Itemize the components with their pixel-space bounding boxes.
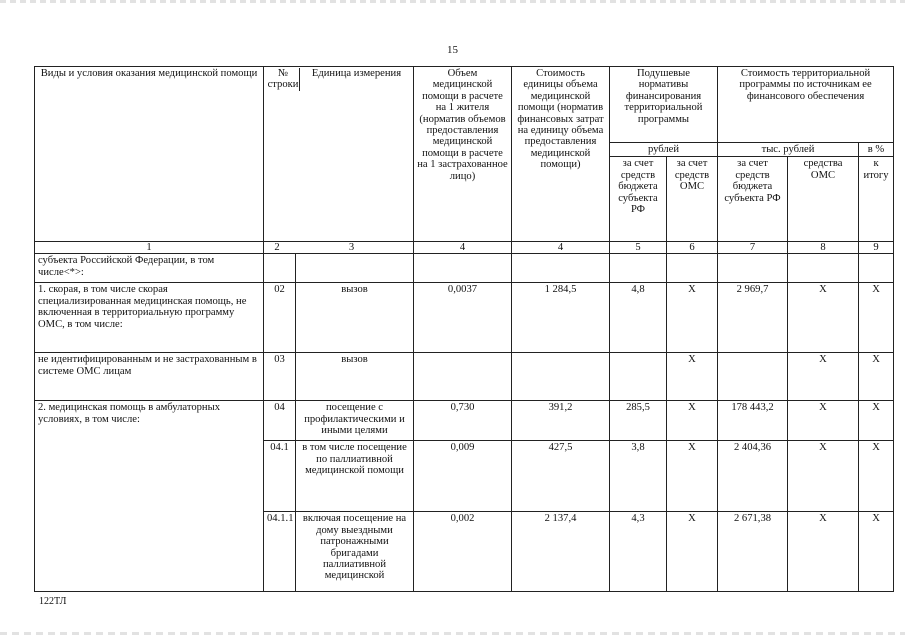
row-volume: 0,002 — [414, 512, 512, 592]
header-unit: Единица измерения — [300, 68, 411, 91]
row-tot-budget: 2 671,38 — [718, 512, 788, 592]
row-tot-budget: 2 404,36 — [718, 441, 788, 512]
row-tot-oms: X — [788, 441, 859, 512]
row-number: 02 — [264, 283, 296, 353]
row-pc-oms: X — [667, 441, 718, 512]
row-number: 04 — [264, 401, 296, 441]
row-volume: 0,009 — [414, 441, 512, 512]
row-number: 03 — [264, 353, 296, 401]
header-tot-budget: за счет средств бюджета субъекта РФ — [718, 157, 788, 242]
row-number: 04.1.1 — [264, 512, 296, 592]
row-cost: 427,5 — [512, 441, 610, 512]
row-unit: в том числе посещение по паллиативной медицинской помощи — [296, 441, 414, 512]
row-cost: 1 284,5 — [512, 283, 610, 353]
row-number — [264, 254, 296, 283]
column-number: 6 — [667, 242, 718, 254]
table-row — [35, 254, 894, 283]
column-number: 5 — [610, 242, 667, 254]
header-unit-rub: рублей — [610, 143, 718, 157]
column-numbers-row — [35, 242, 894, 254]
column-number: 7 — [718, 242, 788, 254]
row-pc-oms: X — [667, 283, 718, 353]
row-cost — [512, 353, 610, 401]
row-pc-oms: X — [667, 353, 718, 401]
row-unit: вызов — [296, 283, 414, 353]
row-unit: вызов — [296, 353, 414, 401]
column-number: 4 — [512, 242, 610, 254]
row-tot-budget: 2 969,7 — [718, 283, 788, 353]
column-number-split — [264, 242, 413, 253]
row-pct: X — [859, 401, 894, 441]
column-number: 8 — [788, 242, 859, 254]
row-pc-budget: 4,8 — [610, 283, 667, 353]
header-to-total: к итогу — [859, 157, 894, 242]
row-name: 1. скорая, в том числе скорая специализированная медицинская помощь, не включенная в территориальную программу ОМС, в том числе: — [35, 283, 264, 353]
row-number: 04.1 — [264, 441, 296, 512]
header-unit-cost: Стоимость единицы объема медицинской помощи (норматив финансовых затрат на единицу объема предоставления медицинской помощи) — [512, 67, 610, 242]
header-pc-oms: за счет средств ОМС — [667, 157, 718, 242]
row-unit: посещение с профилактическими и иными целями — [296, 401, 414, 441]
column-number: 9 — [859, 242, 894, 254]
column-number: 2 — [274, 242, 280, 254]
header-row-1 — [35, 67, 894, 143]
row-pct: X — [859, 353, 894, 401]
row-pct — [859, 254, 894, 283]
row-tot-oms: X — [788, 283, 859, 353]
row-unit — [296, 254, 414, 283]
row-pc-oms: X — [667, 401, 718, 441]
header-tot-oms: средства ОМС — [788, 157, 859, 242]
column-number-pair — [264, 242, 414, 254]
page-number: 15 — [447, 44, 458, 56]
header-kinds: Виды и условия оказания медицинской помощи — [35, 67, 264, 242]
row-tot-oms: X — [788, 353, 859, 401]
row-tot-budget — [718, 353, 788, 401]
scan-edge-top — [0, 0, 905, 3]
row-pc-budget: 3,8 — [610, 441, 667, 512]
column-number: 3 — [348, 242, 355, 254]
row-pct: X — [859, 441, 894, 512]
row-pc-budget: 285,5 — [610, 401, 667, 441]
row-tot-oms: X — [788, 401, 859, 441]
row-pc-budget — [610, 353, 667, 401]
row-name: субъекта Российской Федерации, в том числе<*>: — [35, 254, 264, 283]
header-row-number — [264, 67, 414, 242]
row-cost: 391,2 — [512, 401, 610, 441]
row-pc-oms — [667, 254, 718, 283]
row-tot-budget — [718, 254, 788, 283]
row-unit: включая посещение на дому выездными патронажными бригадами паллиативной медицинской — [296, 512, 414, 592]
row-volume — [414, 353, 512, 401]
header-number: № строки — [267, 68, 299, 91]
table-row — [35, 401, 894, 441]
header-pct: в % — [859, 143, 894, 157]
document-code: 122ТЛ — [39, 596, 67, 607]
row-pc-budget — [610, 254, 667, 283]
row-tot-oms — [788, 254, 859, 283]
row-cost: 2 137,4 — [512, 512, 610, 592]
row-name: 2. медицинская помощь в амбулаторных условиях, в том числе: — [35, 401, 264, 592]
column-number: 4 — [414, 242, 512, 254]
row-pct: X — [859, 283, 894, 353]
row-tot-oms: X — [788, 512, 859, 592]
table-row — [35, 283, 894, 353]
row-volume: 0,0037 — [414, 283, 512, 353]
header-volume: Объем медицинской помощи в расчете на 1 жителя (норматив объемов предоставления медицинской помощи в расчете на 1 застрахованное лицо) — [414, 67, 512, 242]
row-pc-oms: X — [667, 512, 718, 592]
header-unit-thousand: тыс. рублей — [718, 143, 859, 157]
financing-table — [34, 66, 894, 592]
row-pct: X — [859, 512, 894, 592]
row-volume — [414, 254, 512, 283]
row-pc-budget: 4,3 — [610, 512, 667, 592]
scan-edge-bottom — [0, 632, 905, 635]
row-cost — [512, 254, 610, 283]
header-pc-budget: за счет средств бюджета субъекта РФ — [610, 157, 667, 242]
column-number: 1 — [35, 242, 264, 254]
header-split — [267, 68, 410, 91]
header-program-cost: Стоимость территориальной программы по источникам ее финансового обеспечения — [718, 67, 894, 143]
table-row — [35, 353, 894, 401]
row-tot-budget: 178 443,2 — [718, 401, 788, 441]
row-volume: 0,730 — [414, 401, 512, 441]
row-name: не идентифицированным и не застрахованным в системе ОМС лицам — [35, 353, 264, 401]
header-per-capita: Подушевые нормативы финансирования территориальной программы — [610, 67, 718, 143]
